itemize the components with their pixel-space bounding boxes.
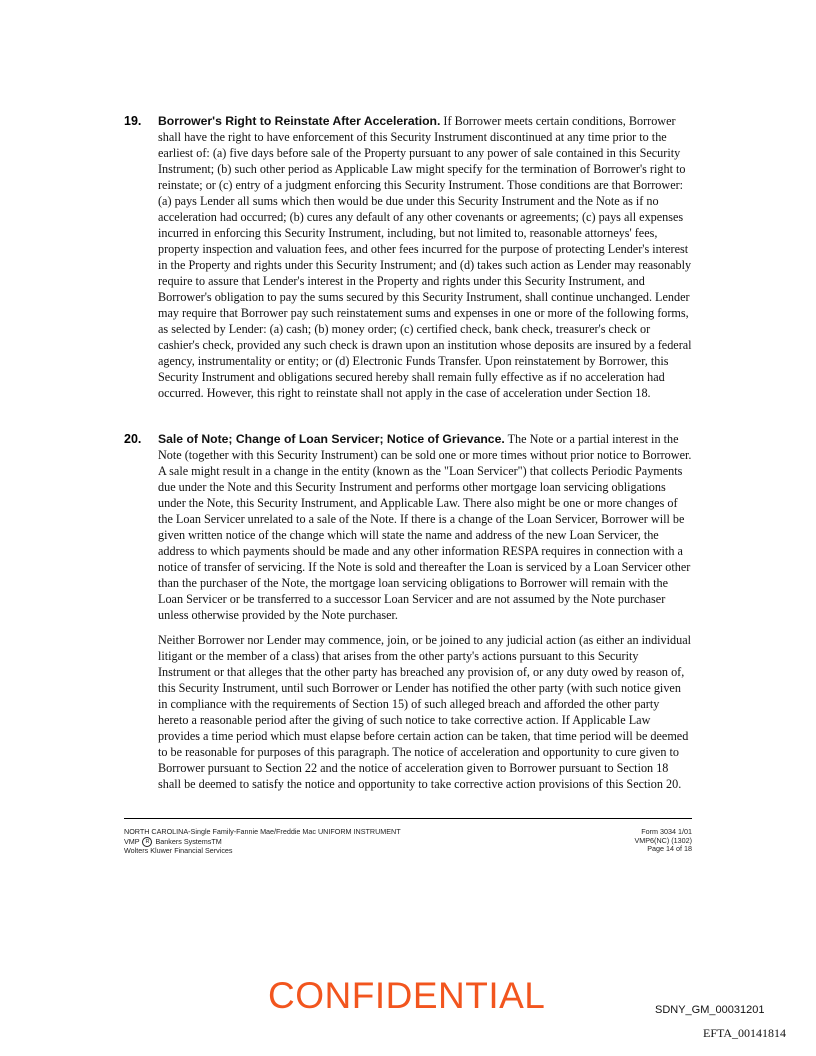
section-number: 19. [124,114,142,128]
footer-vmp-code: VMP6(NC) (1302) [634,835,692,845]
footer-publisher: Wolters Kluwer Financial Services [124,845,233,855]
bates-number: SDNY_GM_00031201 [655,1004,765,1016]
section-19 [124,113,692,401]
section-first-paragraph [158,431,692,623]
footer-left [124,828,484,855]
registered-mark-icon: R [142,837,152,847]
section-paragraph: If Borrower meets certain conditions, Borrower shall have the right to have enforcement of this Security Instrument discontinued at any time prior to the earliest of: (a) five days before sale of the Property pursuant to any power of sale contained in this Security Instrument; (b) such other period as Applicable Law might specify for the termination of Borrower's right to reinstate; or (c) entry of a judgment enforcing this Security Instrument. Those conditions are that Borrower: (a) pays Lender all sums which then would be due under this Security Instrument and the Note as if no acceleration had occurred; (b) cures any default of any other covenants or agreements; (c) pays all expenses incurred in enforcing this Security Instrument, including, but not limited to, reasonable attorneys' fees, property inspection and valuation fees, and other fees incurred for the purpose of protecting Lender's interest in the Property and rights under this Security Instrument; and (d) takes such action as Lender may reasonably require to assure that Lender's interest in the Property and rights under this Security Instrument, and Borrower's obligation to pay the sums secured by this Security Instrument, shall continue unchanged. Lender may require that Borrower pay such reinstatement sums and expenses in one or more of the following forms, as selected by Lender: (a) cash; (b) money order; (c) certified check, bank check, treasurer's check or cashier's check, provided any such check is drawn upon an institution whose deposits are insured by a federal agency, instrumentality or entity; or (d) Electronic Funds Transfer. Upon reinstatement by Borrower, this Security Instrument and obligations secured hereby shall remain fully effective as if no acceleration had occurred. However, this right to reinstate shall not apply in the case of acceleration under Section 18. [158,114,692,400]
section-paragraph: Neither Borrower nor Lender may commence, join, or be joined to any judicial action (as either an individual litigant or the member of a class) that arises from the other party's actions pursuant to this Security Instrument or that alleges that the other party has breached any provision of, or any duty owed by reason of, this Security Instrument, until such Borrower or Lender has notified the other party (with such notice given in compliance with the requirements of Section 15) of such alleged breach and afforded the other party hereto a reasonable period after the giving of such notice to take corrective action. If Applicable Law provides a time period which must elapse before certain action can be taken, that time period will be deemed to be reasonable for purposes of this paragraph. The notice of acceleration and opportunity to cure given to Borrower pursuant to Section 22 and the notice of acceleration given to Borrower pursuant to Section 18 shall be deemed to satisfy the notice and opportunity to take corrective action provisions of this Section 20. [158,633,692,791]
footer-vendor: VMP R Bankers SystemsTM [124,836,222,846]
section-number: 20. [124,432,142,446]
section-title: Sale of Note; Change of Loan Servicer; Notice of Grievance. [158,432,505,446]
footer-divider [124,818,692,819]
efta-number: EFTA_00141814 [703,1026,787,1040]
section-paragraph: The Note or a partial interest in the Note (together with this Security Instrument) can be sold one or more times without prior notice to Borrower. A sale might result in a change in the entity (known as the "Loan Servicer") that collects Periodic Payments due under the Note and this Security Instrument and performs other mortgage loan servicing obligations under the Note, this Security Instrument, and Applicable Law. There also might be one or more changes of the Loan Servicer unrelated to a sale of the Note. If there is a change of the Loan Servicer, Borrower will be given written notice of the change which will state the name and address of the new Loan Servicer, the address to which payments should be made and any other information RESPA requires in connection with a notice of transfer of servicing. If the Note is sold and thereafter the Loan is serviced by a Loan Servicer other than the purchaser of the Note, the mortgage loan servicing obligations to Borrower will remain with the Loan Servicer or be transferred to a successor Loan Servicer and are not assumed by the Note purchaser unless otherwise provided by the Note purchaser. [158,432,692,622]
section-20 [124,431,692,792]
section-body [158,431,692,792]
section-body [158,113,692,401]
footer-form-title: NORTH CAROLINA-Single Family-Fannie Mae/Freddie Mac UNIFORM INSTRUMENT [124,827,401,836]
footer-page-number: Page 14 of 18 [647,844,692,854]
confidential-stamp: CONFIDENTIAL [268,975,546,1016]
footer-right [492,828,692,854]
section-title: Borrower's Right to Reinstate After Acceleration. [158,114,441,128]
footer-form-number: Form 3034 1/01 [641,827,692,836]
